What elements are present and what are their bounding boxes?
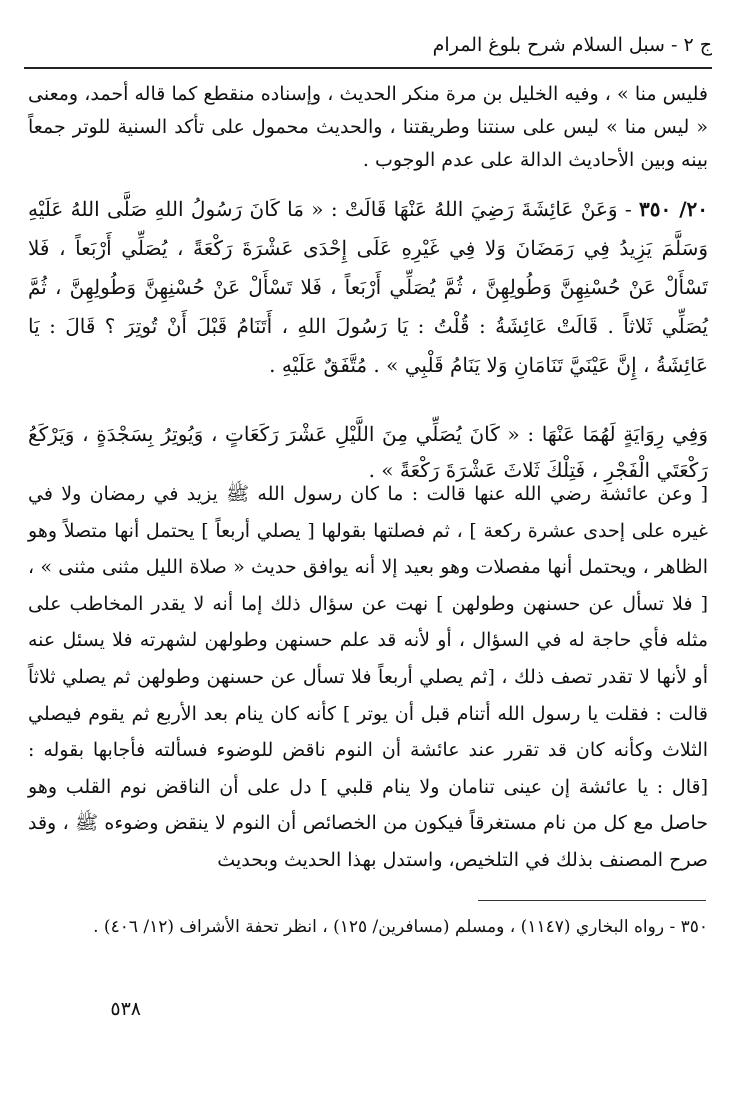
variant-text: وَفِي رِوَايَةٍ لَهُمَا عَنْهَا : « كَانَ يُصَلِّي مِنَ اللَّيْلِ عَشْرَ رَكَعَاتٍ ، وَيُوتِرُ بِسَجْدَةٍ ، وَيَرْكَعُ رَكْعَتَي الْفَجْرِ ، فَتِلْكَ ثَلاثَ عَشْرَةَ رَكْعَةً » .: [28, 422, 708, 482]
running-header: [24, 30, 712, 66]
intro-paragraph: [28, 78, 708, 177]
hadith-body: [28, 190, 708, 385]
commentary-paragraph: [28, 476, 708, 879]
header-rule: [24, 67, 712, 69]
footnote: [28, 912, 708, 942]
hadith-number: ٢٠/ ٣٥٠: [639, 197, 708, 221]
commentary-text: [ وعن عائشة رضي الله عنها قالت : ما كان رسول الله ﷺ يزيد في رمضان ولا في غيره على إحدى عشرة ركعة ] ، ثم فصلتها بقولها [ يصلي أربعاً ] يحتمل أنها متصلاً وهو الظاهر ، ويحتمل أنها مفصلات وهو بعيد إلا أنه يوافق حديث « صلاة الليل مثنى مثنى » ، [ فلا تسأل عن حسنهن وطولهن ] نهت عن سؤال ذلك إما أنه لا يقدر المخاطب على مثله فأي حاجة له في السؤال ، أو لأنه قد علم حسنهن وطولهن لشهرته فلا يسئل عنه أو لأنها لا تقدر تصف ذلك ، [ثم يصلي أربعاً فلا تسأل عن حسنهن وطولهن ثم يصلي ثلاثاً قالت : فقلت يا رسول الله أتنام قبل أن يوتر ] كأنه كان ينام بعد الأربع ثم يقوم فيصلي الثلاث وكأنه كان قد تقرر عند عائشة أن النوم ناقض للوضوء فسألته فأجابها بقوله : [قال : يا عائشة إن عينى تنامان ولا ينام قلبي ] دل على أن الناقض نوم القلب وهو حاصل مع كل من نام مستغرقاً فيكون من الخصائص أن النوم لا ينقض وضوءه ﷺ ، وقد صرح المصنف بذلك في التلخيص، واستدل بهذا الحديث وبحديث: [28, 483, 708, 871]
header-title: ج ٢ - سبل السلام شرح بلوغ المرام: [432, 34, 712, 56]
intro-text: فليس منا » ، وفيه الخليل بن مرة منكر الحديث ، وإسناده منقطع كما قاله أحمد، ومعنى « ليس منا » ليس على سنتنا وطريقتنا ، والحديث محمول على تأكد السنية للوتر جمعاً بينه وبين الأحاديث الدالة على عدم الوجوب .: [28, 83, 708, 171]
hadith-paragraph: [28, 190, 708, 385]
footnote-separator: [478, 900, 706, 901]
footnote-text: ٣٥٠ - رواه البخاري (١١٤٧) ، ومسلم (مسافرين/ ١٢٥) ، انظر تحفة الأشراف (١٢/ ٤٠٦) .: [93, 917, 708, 937]
page-number: ٥٣٨: [110, 998, 141, 1020]
hadith-text: - وَعَنْ عَائِشَةَ رَضِيَ اللهُ عَنْهَا قَالَتْ : « مَا كَانَ رَسُولُ اللهِ صَلَّى اللهُ عَلَيْهِ وَسَلَّمَ يَزِيدُ فِي رَمَضَانَ وَلا فِي غَيْرِهِ عَلَى إِحْدَى عَشْرَةَ رَكْعَةً ، يُصَلِّي أَرْبَعاً ، فَلا تَسْأَلْ عَنْ حُسْنِهِنَّ وَطُولِهِنَّ ، ثُمَّ يُصَلِّي أَرْبَعاً ، فَلا تَسْأَلْ عَنْ حُسْنِهِنَّ وَطُولِهِنَّ ، ثُمَّ يُصَلِّي ثَلاثاً . قَالَتْ عَائِشَةُ : قُلْتُ : يَا رَسُولَ اللهِ ، أَتَنَامُ قَبْلَ أَنْ تُوتِرَ ؟ قَالَ : يَا عَائِشَةُ ، إِنَّ عَيْنَيَّ تَنَامَانِ وَلا يَنَامُ قَلْبِي » . مُتَّفَقٌ عَلَيْهِ .: [28, 197, 708, 377]
